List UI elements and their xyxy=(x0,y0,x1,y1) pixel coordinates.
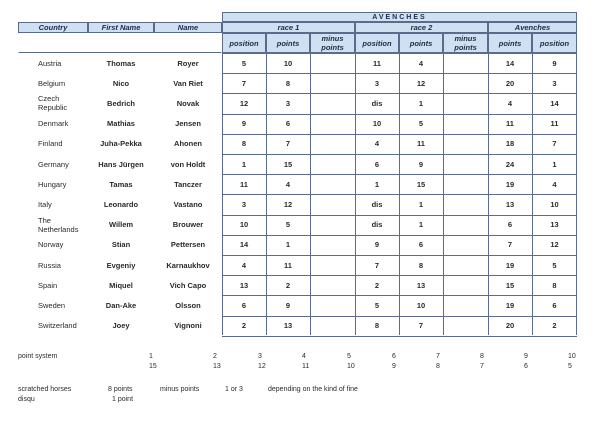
name-cell: Tanczer xyxy=(174,179,202,189)
disqu-label: disqu xyxy=(18,396,35,403)
r1-points-cell: 6 xyxy=(285,119,291,129)
name-cell: Van Riet xyxy=(173,78,203,88)
first-name-cell: Willem xyxy=(108,220,134,230)
r2-position-cell: 7 xyxy=(374,260,380,270)
r2-points-cell: 13 xyxy=(416,280,426,290)
point-system-label: point system xyxy=(18,353,58,360)
point-system-points: 8 xyxy=(436,363,440,370)
av-points-cell: 18 xyxy=(505,139,515,149)
av-position-cell: 8 xyxy=(552,280,557,290)
r2-position-cell: 10 xyxy=(372,119,382,129)
r2-points-cell: 1 xyxy=(418,98,424,108)
first-name-cell: Leonardo xyxy=(103,199,139,209)
name-cell: Vastano xyxy=(173,199,203,209)
r2-minus-header: minus points xyxy=(443,33,488,53)
first-name-cell: Dan-Ake xyxy=(105,300,137,310)
r1-minus-cell xyxy=(310,174,355,194)
r1-points-cell: 9 xyxy=(285,300,291,310)
minus-value: 1 or 3 xyxy=(225,386,243,393)
r2-points-cell: 15 xyxy=(416,179,426,189)
point-system-position: 1 xyxy=(149,353,153,360)
r1-points-cell: 7 xyxy=(285,139,291,149)
country-cell: Czech Republic xyxy=(38,94,68,113)
r1-position-cell: 3 xyxy=(241,199,247,209)
r2-points-cell: 10 xyxy=(416,300,426,310)
name-cell: Olsson xyxy=(175,300,201,310)
av-points-cell: 11 xyxy=(506,119,514,129)
point-system-points: 12 xyxy=(258,363,266,370)
r2-position-header: position xyxy=(355,33,399,53)
name-cell: Royer xyxy=(177,58,199,68)
av-position-cell: 10 xyxy=(550,199,559,209)
r1-points-cell: 15 xyxy=(283,159,293,169)
r1-position-cell: 6 xyxy=(241,300,247,310)
minus-description: depending on the kind of fine xyxy=(268,386,358,393)
r2-minus-cell xyxy=(443,194,488,214)
av-points-cell: 14 xyxy=(505,58,515,68)
av-points-cell: 15 xyxy=(505,280,515,290)
av-points-cell: 19 xyxy=(505,179,515,189)
country-cell: Switzerland xyxy=(38,321,77,331)
first-name-cell: Tamas xyxy=(109,179,133,189)
point-system-position: 2 xyxy=(213,353,217,360)
r2-minus-cell xyxy=(443,275,488,295)
r1-minus-cell xyxy=(310,114,355,134)
r1-points-cell: 12 xyxy=(283,199,293,209)
r1-position-cell: 7 xyxy=(241,78,247,88)
r2-points-cell: 5 xyxy=(418,119,424,129)
r2-minus-cell xyxy=(443,174,488,194)
r1-minus-cell xyxy=(310,134,355,154)
av-position-cell: 14 xyxy=(550,98,559,108)
point-system-position: 3 xyxy=(258,353,262,360)
r2-points-cell: 11 xyxy=(417,139,425,149)
first-name-cell: Hans Jürgen xyxy=(98,159,144,169)
av-position-cell: 12 xyxy=(550,240,559,250)
r2-points-cell: 12 xyxy=(416,78,426,88)
country-cell: Finland xyxy=(38,139,63,149)
event-title: AVENCHES xyxy=(222,12,577,22)
r1-minus-cell xyxy=(310,255,355,275)
r2-position-cell: 1 xyxy=(374,179,380,189)
r1-points-cell: 4 xyxy=(285,179,291,189)
name-cell: Ahonen xyxy=(174,139,202,149)
first-name-cell: Evgeniy xyxy=(106,260,136,270)
r2-minus-cell xyxy=(443,53,488,73)
country-cell: Italy xyxy=(38,199,52,209)
r1-position-cell: 9 xyxy=(241,119,247,129)
r1-points-cell: 13 xyxy=(283,321,293,331)
grid-line xyxy=(222,53,577,54)
country-cell: The Netherlands xyxy=(38,215,79,234)
r1-points-cell: 1 xyxy=(285,240,291,250)
r2-points-cell: 1 xyxy=(418,199,424,209)
r2-minus-cell xyxy=(443,255,488,275)
r1-points-cell: 8 xyxy=(285,78,291,88)
r2-minus-cell xyxy=(443,114,488,134)
r2-minus-cell xyxy=(443,235,488,255)
country-cell: Austria xyxy=(38,58,62,68)
av-position-header: position xyxy=(532,33,577,53)
first-name-cell: Juha-Pekka xyxy=(100,139,142,149)
country-cell: Sweden xyxy=(38,300,66,310)
r2-points-cell: 6 xyxy=(418,240,424,250)
av-points-cell: 6 xyxy=(507,220,513,230)
name-cell: Vich Capo xyxy=(169,280,207,290)
r1-position-cell: 11 xyxy=(240,179,248,189)
point-system-points: 11 xyxy=(302,363,310,370)
col-header-first-name: First Name xyxy=(88,22,154,33)
grid-line xyxy=(222,336,577,337)
point-system-points: 15 xyxy=(149,363,157,370)
first-name-cell: Miquel xyxy=(109,280,133,290)
r2-points-header: points xyxy=(399,33,443,53)
r1-points-cell: 10 xyxy=(283,58,293,68)
av-position-cell: 13 xyxy=(550,220,559,230)
av-position-cell: 11 xyxy=(550,119,559,129)
r1-minus-cell xyxy=(310,154,355,174)
r1-minus-cell xyxy=(310,275,355,295)
first-name-cell: Thomas xyxy=(106,58,136,68)
name-cell: Karnaukhov xyxy=(166,260,210,270)
av-points-cell: 19 xyxy=(505,260,515,270)
col-header-name: Name xyxy=(154,22,222,33)
r2-minus-cell xyxy=(443,73,488,93)
col-header-race1: race 1 xyxy=(222,22,355,33)
first-name-cell: Joey xyxy=(112,321,130,331)
av-position-cell: 6 xyxy=(552,300,557,310)
first-name-cell: Nico xyxy=(112,78,130,88)
r1-position-cell: 8 xyxy=(241,139,247,149)
r1-points-cell: 11 xyxy=(284,260,292,270)
r1-minus-cell xyxy=(310,215,355,235)
point-system-position: 8 xyxy=(480,353,484,360)
name-cell: von Holdt xyxy=(170,159,206,169)
r1-position-cell: 4 xyxy=(241,260,247,270)
r1-position-cell: 1 xyxy=(241,159,247,169)
r2-minus-cell xyxy=(443,134,488,154)
r2-minus-cell xyxy=(443,316,488,336)
r2-minus-cell xyxy=(443,295,488,315)
point-system-points: 7 xyxy=(480,363,484,370)
country-cell: Russia xyxy=(38,260,61,270)
r1-points-cell: 5 xyxy=(285,220,291,230)
minus-label: minus points xyxy=(160,386,200,393)
av-position-cell: 4 xyxy=(552,179,557,189)
country-cell: Denmark xyxy=(38,119,69,129)
r1-minus-cell xyxy=(310,194,355,214)
r1-position-cell: 14 xyxy=(239,240,249,250)
point-system-position: 10 xyxy=(568,353,576,360)
r1-minus-cell xyxy=(310,316,355,336)
r1-position-cell: 2 xyxy=(241,321,247,331)
col-header-country: Country xyxy=(18,22,88,33)
r2-minus-cell xyxy=(443,93,488,113)
r2-position-cell: 3 xyxy=(374,78,380,88)
r1-position-cell: 5 xyxy=(241,58,247,68)
av-points-cell: 20 xyxy=(505,78,515,88)
country-cell: Germany xyxy=(38,159,69,169)
r1-minus-cell xyxy=(310,53,355,73)
col-header-avenches: Avenches xyxy=(488,22,577,33)
country-cell: Spain xyxy=(38,280,58,290)
r1-minus-header: minus points xyxy=(310,33,355,53)
r2-points-cell: 9 xyxy=(418,159,424,169)
r1-minus-cell xyxy=(310,295,355,315)
first-name-cell: Bedrich xyxy=(107,98,135,108)
av-position-cell: 3 xyxy=(552,78,557,88)
name-cell: Jensen xyxy=(175,119,201,129)
av-points-cell: 24 xyxy=(505,159,515,169)
r1-position-header: position xyxy=(222,33,266,53)
point-system-points: 10 xyxy=(347,363,355,370)
r2-position-cell: 4 xyxy=(374,139,380,149)
av-position-cell: 9 xyxy=(552,58,557,68)
scratched-label: scratched horses xyxy=(18,386,72,393)
name-cell: Pettersen xyxy=(170,240,206,250)
point-system-points: 6 xyxy=(524,363,528,370)
av-position-cell: 7 xyxy=(552,139,557,149)
r1-minus-cell xyxy=(310,235,355,255)
av-points-cell: 19 xyxy=(505,300,515,310)
r1-points-cell: 3 xyxy=(285,98,291,108)
country-cell: Hungary xyxy=(38,179,67,189)
r2-minus-cell xyxy=(443,215,488,235)
point-system-position: 4 xyxy=(302,353,306,360)
scratched-value: 8 points xyxy=(108,386,133,393)
r2-position-cell: 9 xyxy=(374,240,380,250)
r1-position-cell: 10 xyxy=(239,220,249,230)
name-cell: Brouwer xyxy=(172,220,204,230)
point-system-position: 7 xyxy=(436,353,440,360)
first-name-cell: Mathias xyxy=(107,119,135,129)
r2-minus-cell xyxy=(443,154,488,174)
point-system-points: 9 xyxy=(392,363,396,370)
country-cell: Belgium xyxy=(38,78,66,88)
av-points-cell: 13 xyxy=(505,199,515,209)
r1-position-cell: 13 xyxy=(239,280,249,290)
first-name-cell: Stian xyxy=(111,240,131,250)
r1-points-header: points xyxy=(266,33,310,53)
point-system-position: 5 xyxy=(347,353,351,360)
point-system-points: 13 xyxy=(213,363,221,370)
r2-position-cell: 6 xyxy=(374,159,380,169)
r2-position-cell: dis xyxy=(371,220,383,230)
name-cell: Novak xyxy=(176,98,200,108)
r1-minus-cell xyxy=(310,93,355,113)
r2-position-cell: 2 xyxy=(374,280,380,290)
av-position-cell: 5 xyxy=(552,260,557,270)
r2-position-cell: 5 xyxy=(374,300,380,310)
col-header-race2: race 2 xyxy=(355,22,488,33)
point-system-points: 5 xyxy=(568,363,572,370)
r2-position-cell: 11 xyxy=(373,58,381,68)
r2-position-cell: dis xyxy=(371,199,383,209)
av-points-cell: 20 xyxy=(505,321,515,331)
av-points-cell: 4 xyxy=(507,98,513,108)
disqu-value: 1 point xyxy=(112,396,134,403)
r2-position-cell: 8 xyxy=(374,321,380,331)
name-cell: Vignoni xyxy=(174,321,202,331)
av-points-cell: 7 xyxy=(507,240,513,250)
point-system-position: 9 xyxy=(524,353,528,360)
r2-points-cell: 1 xyxy=(418,220,424,230)
r2-points-cell: 8 xyxy=(418,260,424,270)
av-position-cell: 2 xyxy=(552,321,557,331)
av-position-cell: 1 xyxy=(552,159,557,169)
r2-points-cell: 7 xyxy=(418,321,424,331)
r1-position-cell: 12 xyxy=(239,98,249,108)
point-system-position: 6 xyxy=(392,353,396,360)
country-cell: Norway xyxy=(38,240,64,250)
blank-header-left xyxy=(18,33,222,53)
r2-points-cell: 4 xyxy=(418,58,424,68)
av-points-header: points xyxy=(488,33,532,53)
r1-points-cell: 2 xyxy=(285,280,291,290)
r2-position-cell: dis xyxy=(371,98,383,108)
r1-minus-cell xyxy=(310,73,355,93)
